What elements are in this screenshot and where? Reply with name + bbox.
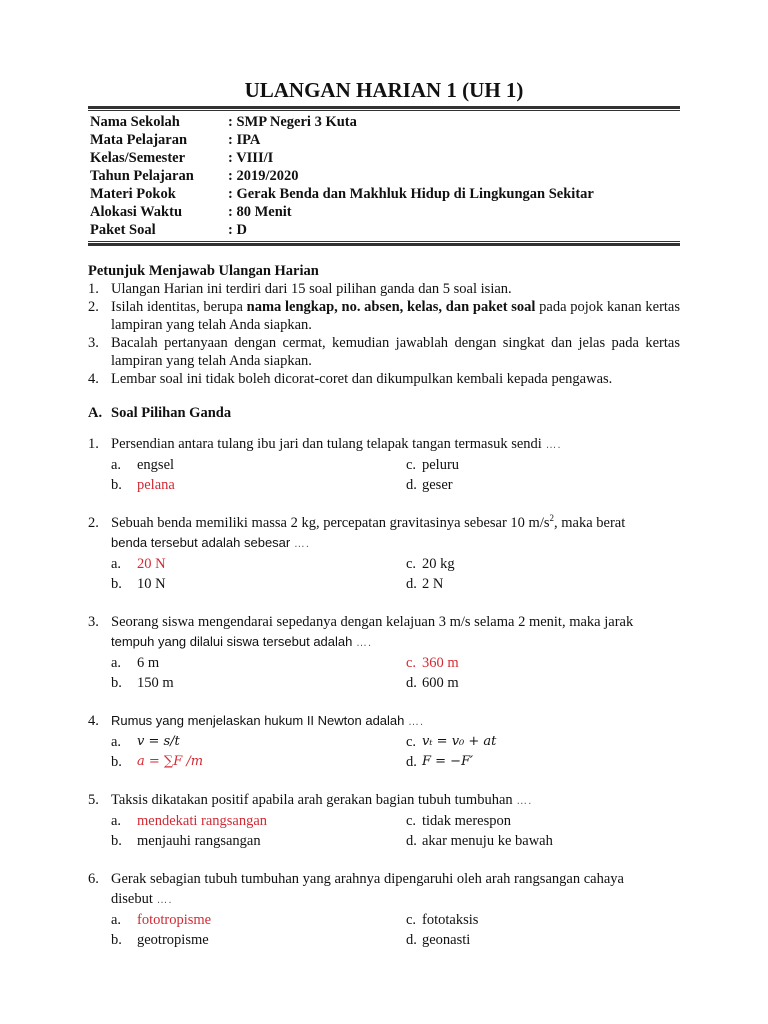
instruction-number: 1. (88, 281, 99, 297)
question-text-main: Rumus yang menjelaskan hukum II Newton adalah (111, 713, 405, 728)
option-b[interactable] (111, 574, 406, 594)
option-text: 6 m (137, 655, 160, 671)
identity-row (90, 167, 680, 185)
option-letter: c. (406, 457, 417, 473)
identity-label: Alokasi Waktu (90, 204, 183, 220)
identity-value: : 80 Menit (228, 204, 292, 220)
option-letter: b. (111, 477, 122, 493)
identity-row (90, 203, 680, 221)
option-text: geotropisme (137, 932, 209, 948)
option-letter: b. (111, 675, 122, 691)
option-letter: c. (406, 734, 417, 750)
option-letter: d. (406, 477, 417, 493)
option-letter: b. (111, 754, 122, 770)
options-grid (88, 455, 680, 495)
option-letter: d. (406, 576, 417, 592)
option-d[interactable] (406, 475, 680, 495)
option-text: 600 m (422, 675, 459, 691)
instruction-text: Ulangan Harian ini terdiri dari 15 soal pilihan ganda dan 5 soal isian. (111, 281, 512, 297)
option-letter: c. (406, 655, 417, 671)
question-number: 5. (88, 792, 99, 808)
identity-label: Tahun Pelajaran (90, 168, 194, 184)
question-2 (88, 513, 680, 594)
option-letter: b. (111, 932, 122, 948)
option-text: geser (422, 477, 453, 493)
option-letter: c. (406, 813, 417, 829)
option-c[interactable] (406, 910, 680, 930)
options-grid (88, 653, 680, 693)
instruction-text-bold: nama lengkap, no. absen, kelas, dan paket soal (246, 299, 536, 315)
option-text: 20 kg (422, 556, 455, 572)
identity-value: : SMP Negeri 3 Kuta (228, 114, 357, 130)
section-title-text: Soal Pilihan Ganda (111, 405, 232, 421)
option-letter: d. (406, 932, 417, 948)
ellipsis: …. (356, 637, 373, 649)
option-formula: vₜ = v₀ + at (422, 734, 497, 749)
option-c[interactable] (406, 653, 680, 673)
option-c[interactable] (406, 732, 680, 752)
option-text: 150 m (137, 675, 174, 691)
option-letter: a. (111, 457, 122, 473)
option-letter: d. (406, 833, 417, 849)
option-b[interactable] (111, 831, 406, 851)
ellipsis: …. (408, 716, 425, 728)
option-text: 10 N (137, 576, 166, 592)
question-5 (88, 790, 680, 851)
option-letter: d. (406, 754, 417, 770)
option-b[interactable] (111, 475, 406, 495)
option-d[interactable] (406, 673, 680, 693)
option-letter: c. (406, 556, 417, 572)
instruction-text-post: pada pojok kanan kertas lampiran yang telah Anda siapkan. (111, 299, 681, 333)
instruction-item (88, 298, 680, 334)
options-grid (88, 811, 680, 851)
option-b[interactable] (111, 673, 406, 693)
instruction-text-pre: Isilah identitas, berupa (111, 299, 247, 315)
question-text (111, 434, 680, 455)
question-number: 4. (88, 713, 99, 729)
option-letter: b. (111, 576, 122, 592)
superscript: 2 (549, 513, 554, 524)
option-a[interactable] (111, 811, 406, 831)
ellipsis: …. (293, 538, 310, 550)
option-letter: c. (406, 912, 417, 928)
option-text: tidak merespon (422, 813, 511, 829)
section-letter: A. (88, 405, 103, 421)
instruction-number: 3. (88, 335, 99, 351)
option-text-correct: pelana (137, 477, 175, 493)
option-d[interactable] (406, 752, 680, 772)
option-b[interactable] (111, 930, 406, 950)
instruction-text: Lembar soal ini tidak boleh dicorat-coret dan dikumpulkan kembali kepada pengawas. (111, 371, 613, 387)
option-letter: a. (111, 655, 122, 671)
options-grid (88, 910, 680, 950)
instruction-number: 4. (88, 371, 99, 387)
identity-table (88, 111, 680, 241)
option-text: geonasti (422, 932, 471, 948)
instruction-number: 2. (88, 299, 99, 315)
option-text-correct: fototropisme (137, 912, 212, 928)
question-text (111, 612, 680, 653)
instruction-text (111, 298, 680, 334)
identity-value: : VIII/I (228, 150, 274, 166)
identity-value: : 2019/2020 (228, 168, 299, 184)
option-a[interactable] (111, 910, 406, 930)
identity-label: Paket Soal (90, 222, 156, 238)
option-c[interactable] (406, 554, 680, 574)
question-text-line2: benda tersebut adalah sebesar (111, 535, 291, 550)
question-text (111, 869, 680, 910)
question-6 (88, 869, 680, 950)
identity-value: : D (228, 222, 247, 238)
question-text-main: Taksis dikatakan positif apabila arah gerakan bagian tubuh tumbuhan (111, 792, 513, 808)
identity-value: : Gerak Benda dan Makhluk Hidup di Lingkungan Sekitar (228, 186, 594, 202)
question-text-main: Seorang siswa mengendarai sepedanya dengan kelajuan 3 m/s selama 2 menit, maka jarak (111, 614, 634, 630)
option-formula: v = s/t (137, 734, 180, 749)
section-a-title (88, 404, 680, 422)
options-grid (88, 732, 680, 772)
question-text (111, 790, 680, 811)
option-letter: a. (111, 556, 122, 572)
option-a[interactable] (111, 554, 406, 574)
identity-label: Materi Pokok (90, 186, 176, 202)
question-text-main: Sebuah benda memiliki massa 2 kg, percepatan gravitasinya sebesar 10 m/s (111, 515, 550, 531)
question-number: 2. (88, 515, 99, 531)
option-letter: a. (111, 813, 122, 829)
question-text-line2: disebut (111, 891, 153, 907)
option-formula: F = −F′ (422, 754, 474, 769)
question-text-main: Persendian antara tulang ibu jari dan tulang telapak tangan termasuk sendi (111, 436, 542, 452)
question-number: 3. (88, 614, 99, 630)
option-c[interactable] (406, 455, 680, 475)
option-b[interactable] (111, 752, 406, 772)
option-a[interactable] (111, 455, 406, 475)
instruction-text: Bacalah pertanyaan dengan cermat, kemudian jawablah dengan singkat dan jelas pada kertas lampiran yang telah Anda siapkan. (111, 335, 680, 369)
option-letter: a. (111, 912, 122, 928)
instruction-item (88, 280, 680, 298)
option-text: engsel (137, 457, 175, 473)
option-text-correct: 20 N (137, 556, 166, 572)
ellipsis: …. (545, 439, 562, 451)
option-letter: b. (111, 833, 122, 849)
option-a[interactable] (111, 732, 406, 752)
ellipsis: …. (156, 894, 173, 906)
option-text-correct: mendekati rangsangan (137, 813, 268, 829)
instructions-list (88, 280, 680, 388)
identity-label: Mata Pelajaran (90, 132, 188, 148)
identity-row (90, 221, 680, 239)
instruction-item (88, 334, 680, 370)
instructions-title: Petunjuk Menjawab Ulangan Harian (88, 263, 319, 279)
question-3 (88, 612, 680, 693)
question-1 (88, 434, 680, 495)
option-text: fototaksis (422, 912, 479, 928)
identity-label: Nama Sekolah (90, 114, 180, 130)
question-text-post: , maka berat (554, 515, 626, 531)
identity-row (90, 131, 680, 149)
option-c[interactable] (406, 811, 680, 831)
option-text-correct: 360 m (422, 655, 459, 671)
option-text: menjauhi rangsangan (137, 833, 261, 849)
options-grid (88, 554, 680, 594)
question-text-main: Gerak sebagian tubuh tumbuhan yang arahnya dipengaruhi oleh arah rangsangan cahaya (111, 871, 624, 887)
option-letter: d. (406, 675, 417, 691)
question-number: 6. (88, 871, 99, 887)
option-a[interactable] (111, 653, 406, 673)
page-title: ULANGAN HARIAN 1 (UH 1) (244, 78, 524, 102)
identity-row (90, 185, 680, 203)
exam-page (88, 72, 680, 950)
question-number: 1. (88, 436, 99, 452)
question-text (111, 711, 680, 732)
option-d[interactable] (406, 930, 680, 950)
option-formula-correct: a = ∑F /m (137, 754, 204, 769)
header-divider-bottom (88, 241, 680, 246)
instruction-item (88, 370, 680, 388)
option-text: peluru (422, 457, 460, 473)
question-text (111, 513, 680, 554)
option-letter: a. (111, 734, 122, 750)
question-text-line2: tempuh yang dilalui siswa tersebut adalah (111, 634, 353, 649)
ellipsis: …. (516, 795, 533, 807)
question-4 (88, 711, 680, 772)
identity-row (90, 149, 680, 167)
identity-row (90, 113, 680, 131)
identity-label: Kelas/Semester (90, 150, 186, 166)
option-text: akar menuju ke bawah (422, 833, 553, 849)
option-d[interactable] (406, 831, 680, 851)
option-d[interactable] (406, 574, 680, 594)
option-text: 2 N (422, 576, 444, 592)
identity-value: : IPA (228, 132, 261, 148)
